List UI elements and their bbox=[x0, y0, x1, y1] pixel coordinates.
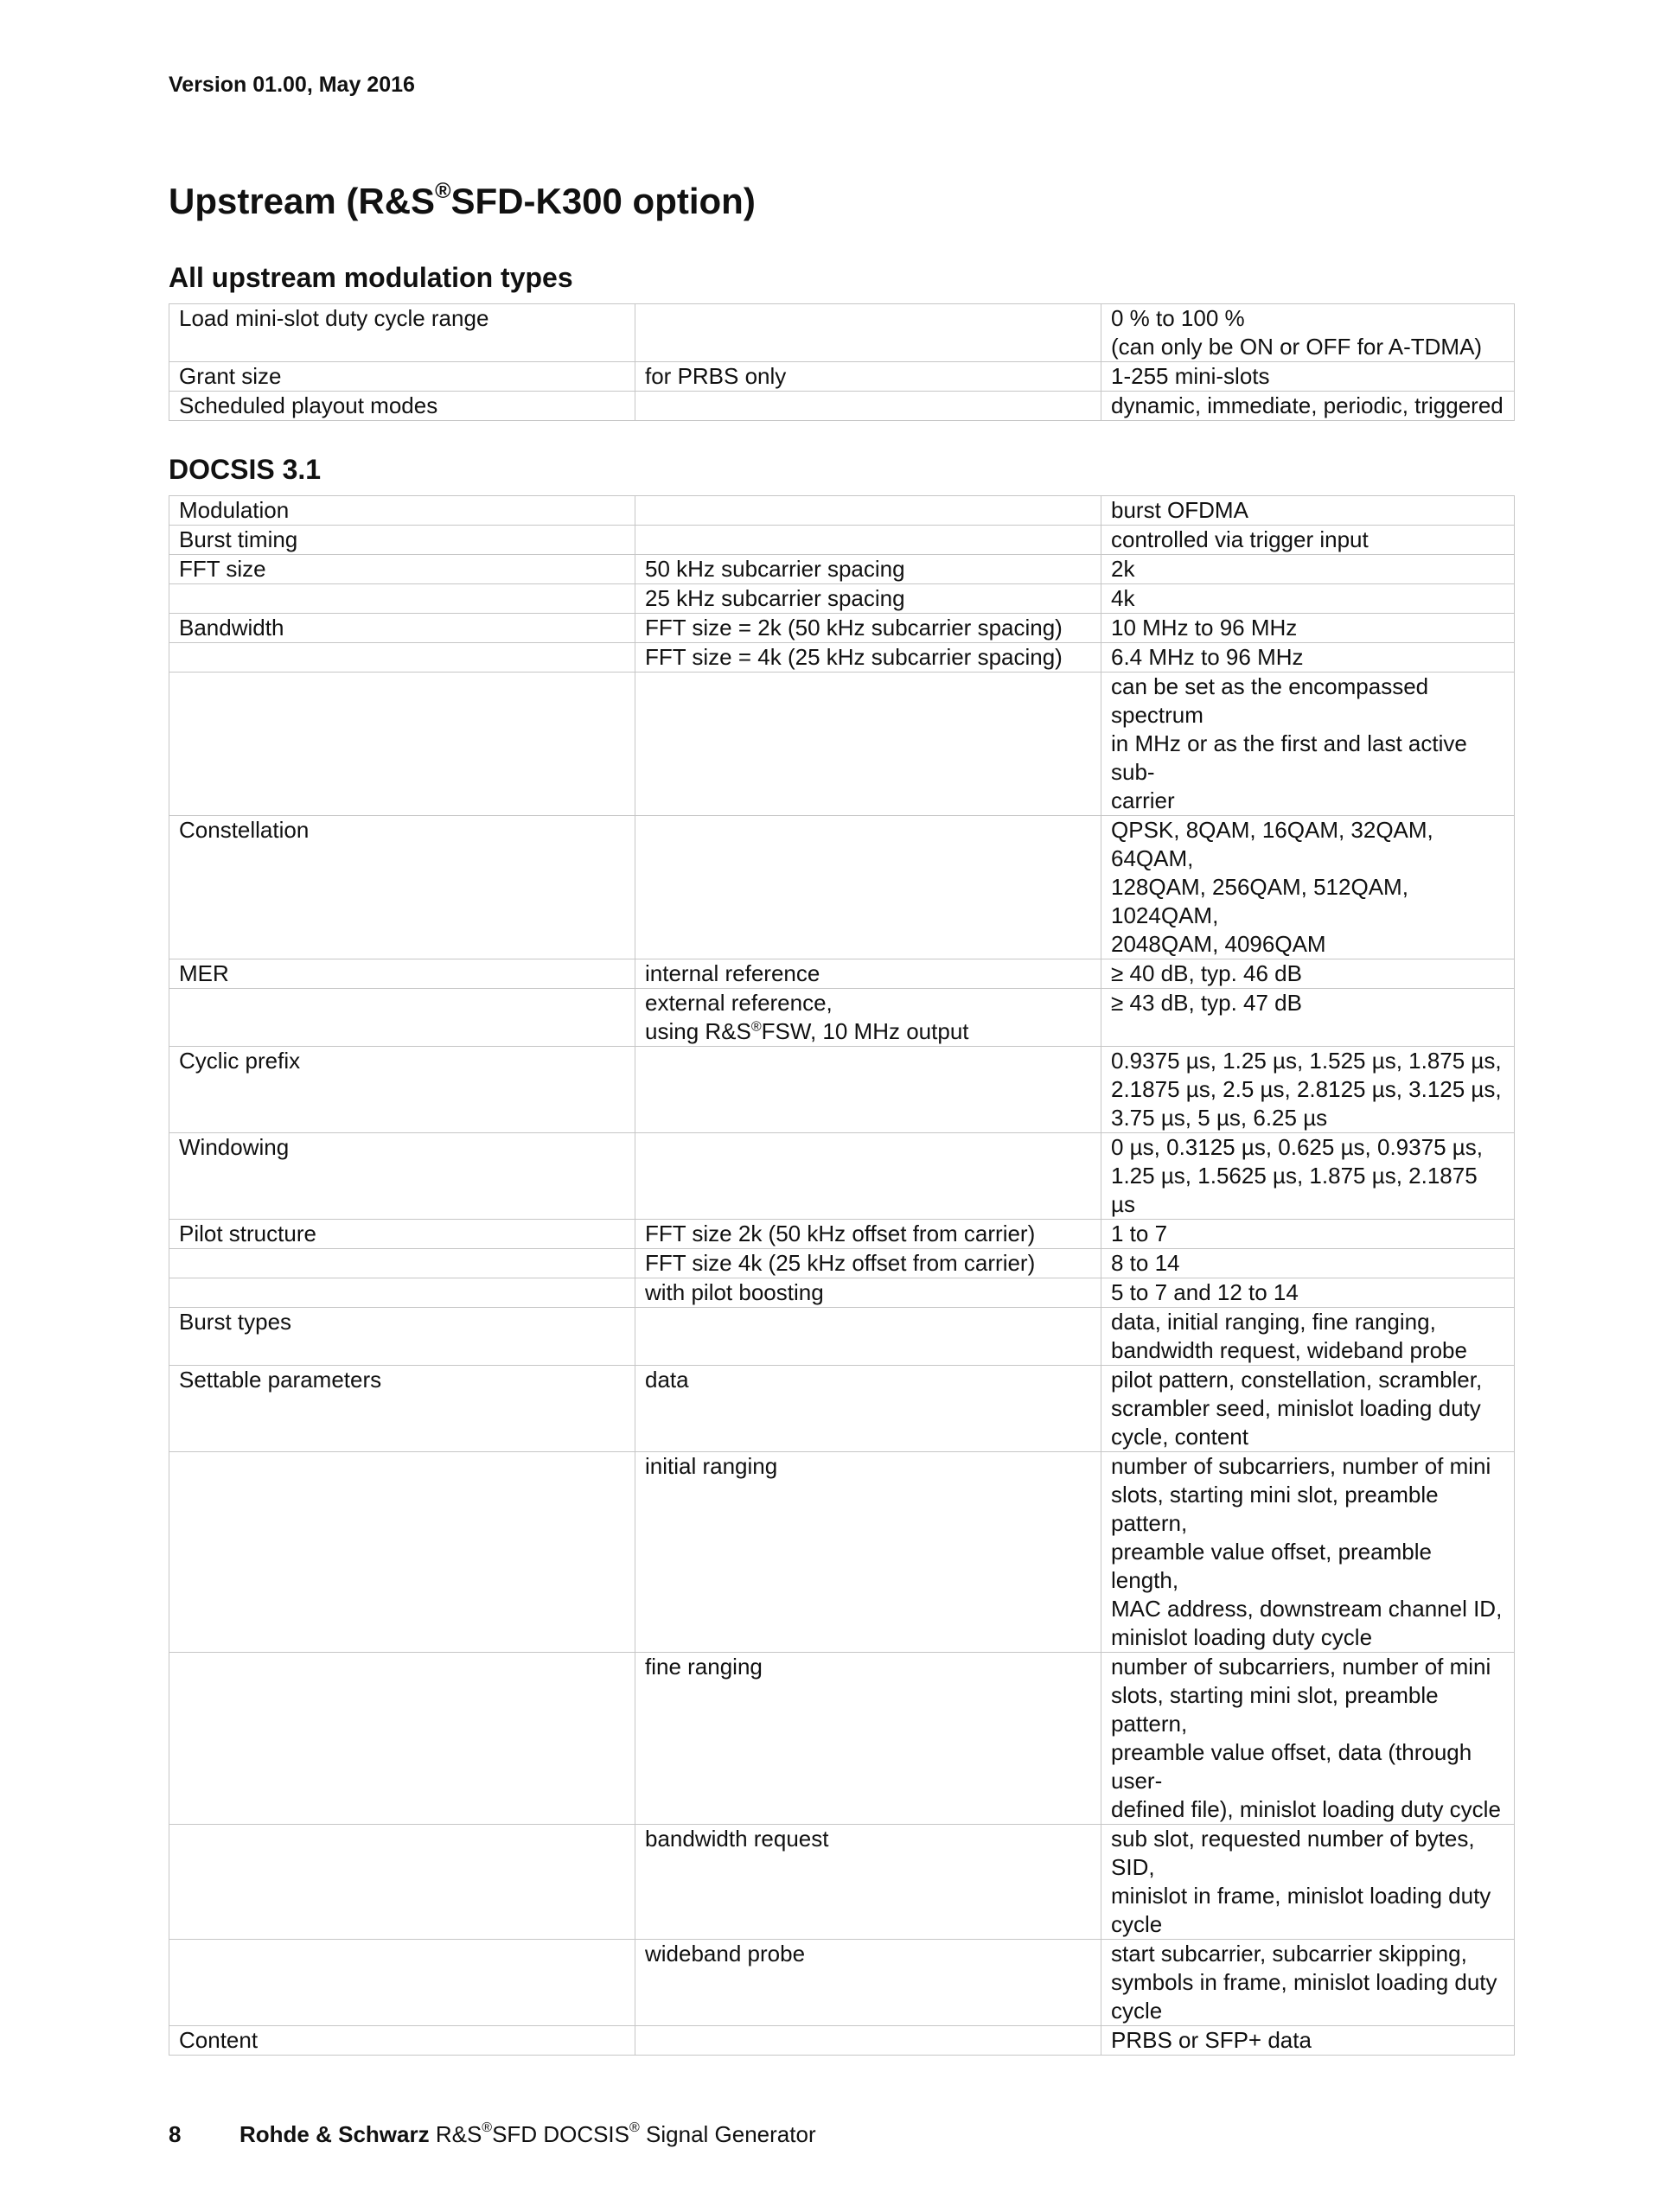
condition-cell: external reference, using R&S®FSW, 10 MHz output bbox=[635, 989, 1101, 1047]
table-row bbox=[169, 1825, 1515, 1940]
condition-cell bbox=[635, 496, 1101, 526]
value-cell: 1 to 7 bbox=[1101, 1220, 1515, 1249]
parameter-cell: Cyclic prefix bbox=[169, 1047, 635, 1133]
condition-cell: with pilot boosting bbox=[635, 1278, 1101, 1308]
parameter-cell bbox=[169, 989, 635, 1047]
section-heading-all-upstream: All upstream modulation types bbox=[169, 262, 573, 293]
footer-registered-mark-2: ® bbox=[629, 2120, 640, 2135]
title-prefix: Upstream (R&S bbox=[169, 181, 436, 221]
value-cell: 4k bbox=[1101, 584, 1515, 614]
parameter-cell: Pilot structure bbox=[169, 1220, 635, 1249]
table-row bbox=[169, 816, 1515, 959]
value-cell: QPSK, 8QAM, 16QAM, 32QAM, 64QAM, 128QAM, 256QAM, 512QAM, 1024QAM, 2048QAM, 4096QAM bbox=[1101, 816, 1515, 959]
table-row bbox=[169, 584, 1515, 614]
table-row bbox=[169, 989, 1515, 1047]
value-cell: pilot pattern, constellation, scrambler, scrambler seed, minislot loading duty cycle, content bbox=[1101, 1366, 1515, 1452]
parameter-cell bbox=[169, 584, 635, 614]
table-row bbox=[169, 304, 1515, 362]
table-row bbox=[169, 673, 1515, 816]
condition-cell: fine ranging bbox=[635, 1653, 1101, 1825]
value-cell: ≥ 43 dB, typ. 47 dB bbox=[1101, 989, 1515, 1047]
table-row bbox=[169, 496, 1515, 526]
parameter-cell: Burst types bbox=[169, 1308, 635, 1366]
condition-cell bbox=[635, 2026, 1101, 2056]
table-row bbox=[169, 1653, 1515, 1825]
parameter-cell: Burst timing bbox=[169, 526, 635, 555]
condition-cell: FFT size 4k (25 kHz offset from carrier) bbox=[635, 1249, 1101, 1278]
condition-cell bbox=[635, 304, 1101, 362]
footer-registered-mark-1: ® bbox=[482, 2120, 493, 2135]
parameter-cell: Settable parameters bbox=[169, 1366, 635, 1452]
value-cell: data, initial ranging, fine ranging, bandwidth request, wideband probe bbox=[1101, 1308, 1515, 1366]
parameter-cell bbox=[169, 643, 635, 673]
parameter-cell: Content bbox=[169, 2026, 635, 2056]
table-row bbox=[169, 1940, 1515, 2026]
condition-cell bbox=[635, 1133, 1101, 1220]
value-cell: ≥ 40 dB, typ. 46 dB bbox=[1101, 959, 1515, 989]
condition-cell: data bbox=[635, 1366, 1101, 1452]
condition-cell bbox=[635, 673, 1101, 816]
value-cell: 5 to 7 and 12 to 14 bbox=[1101, 1278, 1515, 1308]
condition-cell: 50 kHz subcarrier spacing bbox=[635, 555, 1101, 584]
value-cell: 0.9375 µs, 1.25 µs, 1.525 µs, 1.875 µs, 2.1875 µs, 2.5 µs, 2.8125 µs, 3.125 µs, 3.75 µs, 5 µs, 6.25 µs bbox=[1101, 1047, 1515, 1133]
parameter-cell: Constellation bbox=[169, 816, 635, 959]
value-cell: sub slot, requested number of bytes, SID, minislot in frame, minislot loading duty cycle bbox=[1101, 1825, 1515, 1940]
value-cell: 0 µs, 0.3125 µs, 0.625 µs, 0.9375 µs, 1.25 µs, 1.5625 µs, 1.875 µs, 2.1875 µs bbox=[1101, 1133, 1515, 1220]
table-row bbox=[169, 643, 1515, 673]
page-footer bbox=[169, 2120, 816, 2148]
value-cell: number of subcarriers, number of mini slots, starting mini slot, preamble pattern, preamble value offset, data (through user- defined file), minislot loading duty cycle bbox=[1101, 1653, 1515, 1825]
table-row bbox=[169, 362, 1515, 392]
parameter-cell: Windowing bbox=[169, 1133, 635, 1220]
parameter-cell: Bandwidth bbox=[169, 614, 635, 643]
table-row bbox=[169, 1308, 1515, 1366]
registered-mark: ® bbox=[435, 179, 451, 203]
value-cell: can be set as the encompassed spectrum in MHz or as the first and last active sub- carrier bbox=[1101, 673, 1515, 816]
table-row bbox=[169, 555, 1515, 584]
value-cell: 6.4 MHz to 96 MHz bbox=[1101, 643, 1515, 673]
parameter-cell bbox=[169, 1249, 635, 1278]
condition-cell: FFT size 2k (50 kHz offset from carrier) bbox=[635, 1220, 1101, 1249]
table-row bbox=[169, 1366, 1515, 1452]
condition-cell bbox=[635, 816, 1101, 959]
condition-cell bbox=[635, 1308, 1101, 1366]
footer-product-c: Signal Generator bbox=[639, 2121, 816, 2147]
table-row bbox=[169, 1249, 1515, 1278]
value-cell: 1-255 mini-slots bbox=[1101, 362, 1515, 392]
value-cell: start subcarrier, subcarrier skipping, symbols in frame, minislot loading duty cycle bbox=[1101, 1940, 1515, 2026]
parameter-cell: Scheduled playout modes bbox=[169, 392, 635, 421]
parameter-cell: Modulation bbox=[169, 496, 635, 526]
table-row bbox=[169, 1278, 1515, 1308]
title-suffix: SFD-K300 option) bbox=[450, 181, 756, 221]
parameter-cell bbox=[169, 1940, 635, 2026]
parameter-cell: Grant size bbox=[169, 362, 635, 392]
condition-cell: FFT size = 2k (50 kHz subcarrier spacing) bbox=[635, 614, 1101, 643]
parameter-cell bbox=[169, 1452, 635, 1653]
parameter-cell bbox=[169, 1825, 635, 1940]
value-cell: dynamic, immediate, periodic, triggered bbox=[1101, 392, 1515, 421]
footer-product-a: R&S bbox=[435, 2121, 482, 2147]
condition-cell: for PRBS only bbox=[635, 362, 1101, 392]
parameter-cell bbox=[169, 1653, 635, 1825]
table-row bbox=[169, 614, 1515, 643]
condition-cell: wideband probe bbox=[635, 1940, 1101, 2026]
spec-table-docsis-31 bbox=[169, 495, 1515, 2056]
table-row bbox=[169, 2026, 1515, 2056]
value-cell: controlled via trigger input bbox=[1101, 526, 1515, 555]
parameter-cell: MER bbox=[169, 959, 635, 989]
condition-cell: FFT size = 4k (25 kHz subcarrier spacing) bbox=[635, 643, 1101, 673]
parameter-cell: FFT size bbox=[169, 555, 635, 584]
condition-cell: bandwidth request bbox=[635, 1825, 1101, 1940]
value-cell: 10 MHz to 96 MHz bbox=[1101, 614, 1515, 643]
registered-mark: ® bbox=[750, 1019, 762, 1035]
condition-cell bbox=[635, 526, 1101, 555]
table-row bbox=[169, 1220, 1515, 1249]
condition-cell bbox=[635, 1047, 1101, 1133]
condition-cell bbox=[635, 392, 1101, 421]
value-cell: 0 % to 100 % (can only be ON or OFF for A-TDMA) bbox=[1101, 304, 1515, 362]
value-cell: 2k bbox=[1101, 555, 1515, 584]
value-cell: number of subcarriers, number of mini slots, starting mini slot, preamble pattern, preamble value offset, preamble length, MAC address, downstream channel ID, minislot loading duty cycle bbox=[1101, 1452, 1515, 1653]
table-row bbox=[169, 526, 1515, 555]
table-row bbox=[169, 1047, 1515, 1133]
condition-cell: internal reference bbox=[635, 959, 1101, 989]
table-row bbox=[169, 1452, 1515, 1653]
condition-cell: 25 kHz subcarrier spacing bbox=[635, 584, 1101, 614]
page-title bbox=[169, 178, 756, 223]
value-cell: 8 to 14 bbox=[1101, 1249, 1515, 1278]
parameter-cell: Load mini-slot duty cycle range bbox=[169, 304, 635, 362]
parameter-cell bbox=[169, 1278, 635, 1308]
footer-brand: Rohde & Schwarz bbox=[239, 2121, 430, 2147]
spec-table-all-upstream bbox=[169, 303, 1515, 421]
table-row bbox=[169, 959, 1515, 989]
table-row bbox=[169, 392, 1515, 421]
document-version: Version 01.00, May 2016 bbox=[169, 73, 415, 97]
value-cell: PRBS or SFP+ data bbox=[1101, 2026, 1515, 2056]
condition-cell: initial ranging bbox=[635, 1452, 1101, 1653]
table-row bbox=[169, 1133, 1515, 1220]
footer-product-b: SFD DOCSIS bbox=[492, 2121, 630, 2147]
parameter-cell bbox=[169, 673, 635, 816]
value-cell: burst OFDMA bbox=[1101, 496, 1515, 526]
page-number: 8 bbox=[169, 2121, 182, 2147]
section-heading-docsis-31: DOCSIS 3.1 bbox=[169, 454, 322, 485]
